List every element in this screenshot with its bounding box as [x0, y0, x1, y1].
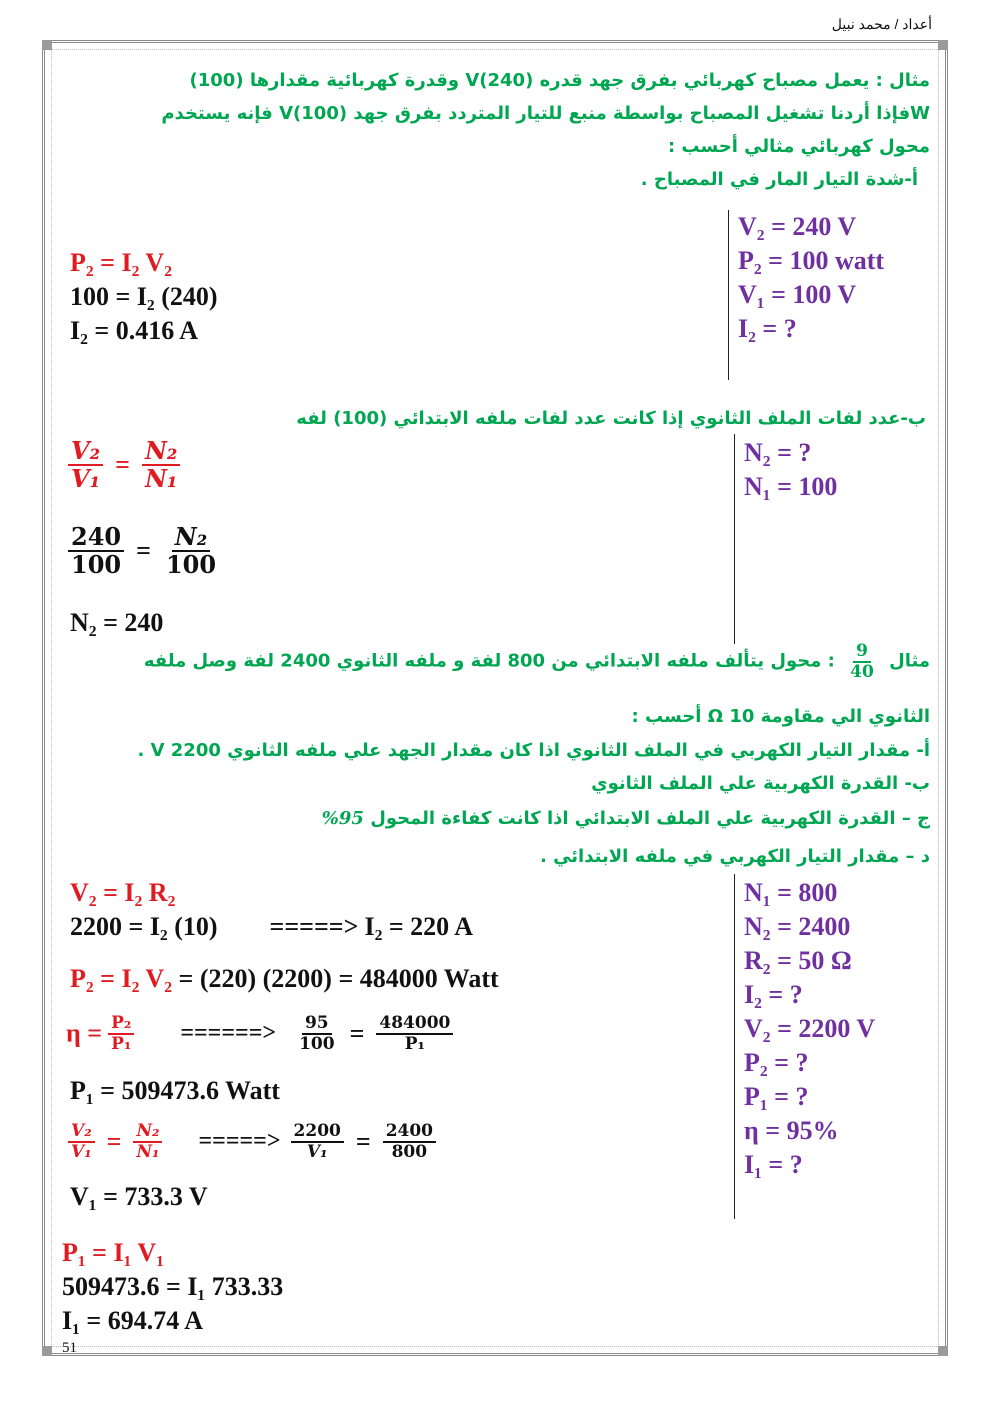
numerator: 2400: [383, 1122, 436, 1143]
given-value: N₂ = 2400: [744, 912, 851, 941]
given-value: η = 95%: [744, 1116, 839, 1145]
example2-line2: الثانوي الي مقاومة Ω 10 أحسب :: [631, 706, 930, 727]
example1-line: Wفإذا أردنا تشغيل المصباح بواسطة منبع للتيار المتردد بفرق جهد V(100) فإنه يستخدم: [161, 103, 930, 124]
power-step: [70, 962, 499, 996]
example1-givens-b: [744, 436, 837, 504]
numerator: 2200: [291, 1122, 344, 1143]
example2-part-d: د – مقدار التيار الكهربي في ملفه الابتدائي .: [539, 846, 930, 867]
numerator: N₂: [133, 1122, 162, 1143]
corner-ornament: [938, 40, 948, 50]
fraction: [68, 1122, 95, 1161]
example1-line: مثال : يعمل مصباح كهربائي بفرق جهد قدره V(240) وقدرة كهربائية مقدارها (100): [189, 70, 930, 91]
primary-voltage-result: V₁ = 733.3 V: [70, 1182, 208, 1211]
divider-line: [728, 210, 729, 380]
denominator: V₁: [306, 1141, 328, 1162]
ratio-equation-numeric: [62, 524, 225, 579]
solution-step: 100 = I₂ (240): [70, 282, 218, 311]
arrow: ======>: [180, 1020, 277, 1047]
denominator: 800: [391, 1141, 428, 1162]
fraction: [142, 438, 180, 493]
example2-givens: [744, 876, 875, 1182]
example1-givens: [738, 210, 884, 346]
equals-sign: =: [349, 1018, 365, 1048]
denominator: 40: [850, 661, 874, 682]
example1-part-b: ب-عدد لفات الملف الثانوي إذا كانت عدد لفات ملفه الابتدائي (100) لفه: [296, 408, 926, 429]
solution-result: N₂ = 240: [70, 608, 164, 637]
corner-ornament: [42, 40, 52, 50]
given-value: I₂ = ?: [738, 314, 797, 343]
given-value: P₁ = ?: [744, 1082, 809, 1111]
numerator: 9: [853, 642, 871, 663]
voltage-formula: V₂ = I₂ R₂: [70, 878, 176, 907]
numerator: N₂: [172, 524, 210, 552]
solution-step: 509473.6 = I₁ 733.33: [62, 1272, 284, 1301]
power-formula: P₂ = I₂ V₂: [70, 964, 173, 993]
fraction: [376, 1014, 453, 1053]
denominator: 100: [71, 550, 122, 580]
denominator: P₁: [404, 1033, 425, 1054]
primary-current-solution: [62, 1236, 283, 1338]
numerator: V₂: [68, 1122, 95, 1143]
equals-sign: =: [136, 536, 151, 566]
turns-ratio: [847, 642, 877, 681]
power-result: = (220) (2200) = 484000 Watt: [178, 964, 499, 993]
numerator: 484000: [376, 1014, 453, 1035]
denominator: N₁: [136, 1141, 160, 1162]
voltage-ratio-equation: [62, 1122, 442, 1161]
fraction: [68, 524, 124, 579]
given-value: V₂ = 2200 V: [744, 1014, 876, 1043]
example2-part-b: ب- القدرة الكهربية علي الملف الثانوي: [591, 773, 930, 794]
example1-statement: [50, 64, 930, 196]
given-value: P₂ = ?: [744, 1048, 809, 1077]
denominator: V₁: [71, 464, 101, 494]
efficiency-equation: [66, 1014, 459, 1053]
numerator: 95: [302, 1014, 332, 1035]
power-formula: P₂ = I₂ V₂: [70, 248, 173, 277]
example1-part-a: أ-شدة التيار المار في المصباح .: [640, 169, 918, 190]
fraction: [108, 1014, 134, 1053]
equals-sign: =: [355, 1126, 371, 1156]
arrow: =====>: [198, 1128, 281, 1155]
ratio-equation-symbolic: [62, 438, 186, 493]
current-result: I₂ = 220 A: [364, 912, 474, 941]
example2-part-c: [322, 802, 930, 835]
equals-sign: =: [106, 1126, 122, 1156]
fraction: [383, 1122, 436, 1161]
page-number: 51: [62, 1340, 77, 1356]
example1-solution-a: [70, 246, 218, 348]
given-value: V₂ = 240 V: [738, 212, 857, 241]
given-value: N₁ = 800: [744, 878, 838, 907]
equals-sign: =: [115, 450, 130, 480]
example-label: مثال: [889, 650, 930, 672]
divider-line: [734, 874, 735, 1219]
denominator: V₁: [71, 1141, 92, 1162]
eta-symbol: η =: [66, 1018, 103, 1048]
numerator: P₂: [108, 1014, 134, 1035]
example1-line: محول كهربائي مثالي أحسب :: [667, 136, 930, 157]
example2-part-a: أ- مقدار التيار الكهربي في الملف الثانوي اذا كان مقدار الجهد علي ملفه الثانوي V 2200 .: [137, 740, 930, 761]
numerator: V₂: [68, 438, 103, 466]
divider-line: [734, 434, 735, 644]
fraction: [163, 524, 219, 579]
denominator: N₁: [144, 464, 178, 494]
given-value: I₁ = ?: [744, 1150, 803, 1179]
power-formula: P₁ = I₁ V₁: [62, 1238, 165, 1267]
given-value: I₂ = ?: [744, 980, 803, 1009]
efficiency-value: 95%: [321, 808, 364, 829]
given-value: N₂ = ?: [744, 438, 812, 467]
fraction: [68, 438, 103, 493]
denominator: 100: [299, 1033, 335, 1054]
denominator: 100: [165, 550, 217, 580]
solution-result: I₁ = 694.74 A: [62, 1306, 204, 1335]
corner-ornament: [42, 1346, 52, 1356]
given-value: V₁ = 100 V: [738, 280, 857, 309]
fraction: [296, 1014, 338, 1053]
corner-ornament: [938, 1346, 948, 1356]
example2-intro: [144, 642, 930, 681]
example2-text: : محول يتألف ملفه الابتدائي من 800 لفة و ملفه الثانوي 2400 لفة وصل ملفه: [143, 650, 835, 672]
numerator: 240: [68, 524, 124, 552]
primary-power-result: P₁ = 509473.6 Watt: [70, 1076, 280, 1105]
given-value: R₂ = 50 Ω: [744, 946, 852, 975]
author-credit: أعداد / محمد نبيل: [831, 16, 932, 32]
fraction: [291, 1122, 344, 1161]
arrow: =====>: [269, 912, 359, 941]
solution-result: I₂ = 0.416 A: [70, 316, 199, 345]
current-step: [70, 910, 473, 944]
fraction: [133, 1122, 162, 1161]
given-value: P₂ = 100 watt: [738, 246, 885, 275]
numerator: N₂: [142, 438, 180, 466]
current-equation: 2200 = I₂ (10): [70, 912, 218, 941]
denominator: P₁: [111, 1033, 132, 1054]
part-c-text: ج – القدرة الكهربية علي الملف الابتدائي اذا كانت كفاءة المحول: [370, 808, 930, 829]
given-value: N₁ = 100: [744, 472, 838, 501]
